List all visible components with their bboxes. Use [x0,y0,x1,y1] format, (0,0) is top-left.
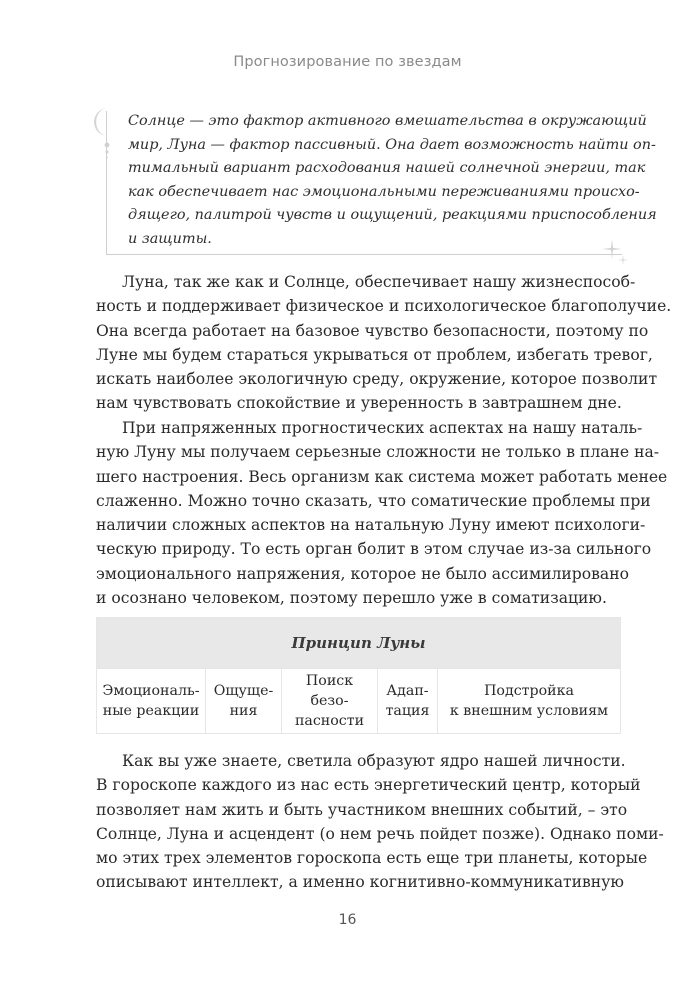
text-line: искать наиболее экологичную среду, окружение, которое позволит [96,370,658,389]
page-number: 16 [338,912,357,928]
table-title: Принцип Луны [97,618,621,669]
text-line: ность и поддерживает физическое и психологическое благополучие. [96,297,672,316]
text-line: ную Луну мы получаем серьезные сложности не только в плане на- [96,443,660,462]
text-line: мо этих трех элементов гороскопа есть еще три планеты, которые [96,849,648,868]
table-cell: Ощуще- ния [206,669,282,734]
pull-quote [128,110,657,252]
text-line: нам чувствовать спокойствие и уверенность в завтрашнем дне. [96,394,622,413]
table-cell: Поиск безо- пасности [282,669,378,734]
moon-principle-table [96,617,621,734]
paragraph-3 [96,749,664,895]
text-line: и осознано человеком, поэтому перешло уже в соматизацию. [96,589,607,608]
text-line: шего настроения. Весь организм как система может работать менее [96,467,668,486]
text-line: В гороскопе каждого из нас есть энергетический центр, который [96,776,641,795]
text-line: наличии сложных аспектов на натальную Луну имеют психологи- [96,516,646,535]
paragraph-2 [96,416,668,610]
text-line: Она всегда работает на базовое чувство безопасности, поэтому по [96,321,649,340]
text-line: Луна, так же как и Солнце, обеспечивает нашу жизнеспособ- [122,273,636,291]
text-line: Как вы уже знаете, светила образуют ядро нашей личности. [122,752,626,770]
text-line: эмоционального напряжения, которое не было ассимилировано [96,564,629,583]
text-line: Луне мы будем стараться укрываться от проблем, избегать тревог, [96,345,653,364]
table-cell: Адап- тация [378,669,438,734]
text-line: При напряженных прогностических аспектах на нашу наталь- [122,419,643,437]
quote-line: Солнце — это фактор активного вмешательства в окружающий [128,113,647,129]
text-line: позволяет нам жить и быть участником внешних событий, – это [96,800,628,819]
paragraph-1 [96,270,672,416]
quote-line: мир, Луна — фактор пассивный. Она дает возможность найти оп- [128,136,656,153]
quote-line: тимальный вариант расходования нашей солнечной энергии, так [128,160,646,177]
quote-line: дящего, палитрой чувств и ощущений, реакциями приспособления [128,207,657,224]
quote-line: и защиты. [128,230,212,247]
text-line: ческую природу. То есть орган болит в этом случае из-за сильного [96,540,652,559]
text-line: слаженно. Можно точно сказать, что соматические проблемы при [96,491,651,510]
table-row [97,669,621,734]
table-cell: Эмоциональ- ные реакции [97,669,206,734]
quote-line: как обеспечивает нас эмоциональными переживаниями происхо- [128,183,640,200]
running-head: Прогнозирование по звездам [233,54,462,70]
table-cell: Подстройка к внешним условиям [438,669,621,734]
text-line: описывают интеллект, а именно когнитивно-коммуникативную [96,873,624,892]
text-line: Солнце, Луна и асцендент (о нем речь пойдет позже). Однако поми- [96,824,664,843]
